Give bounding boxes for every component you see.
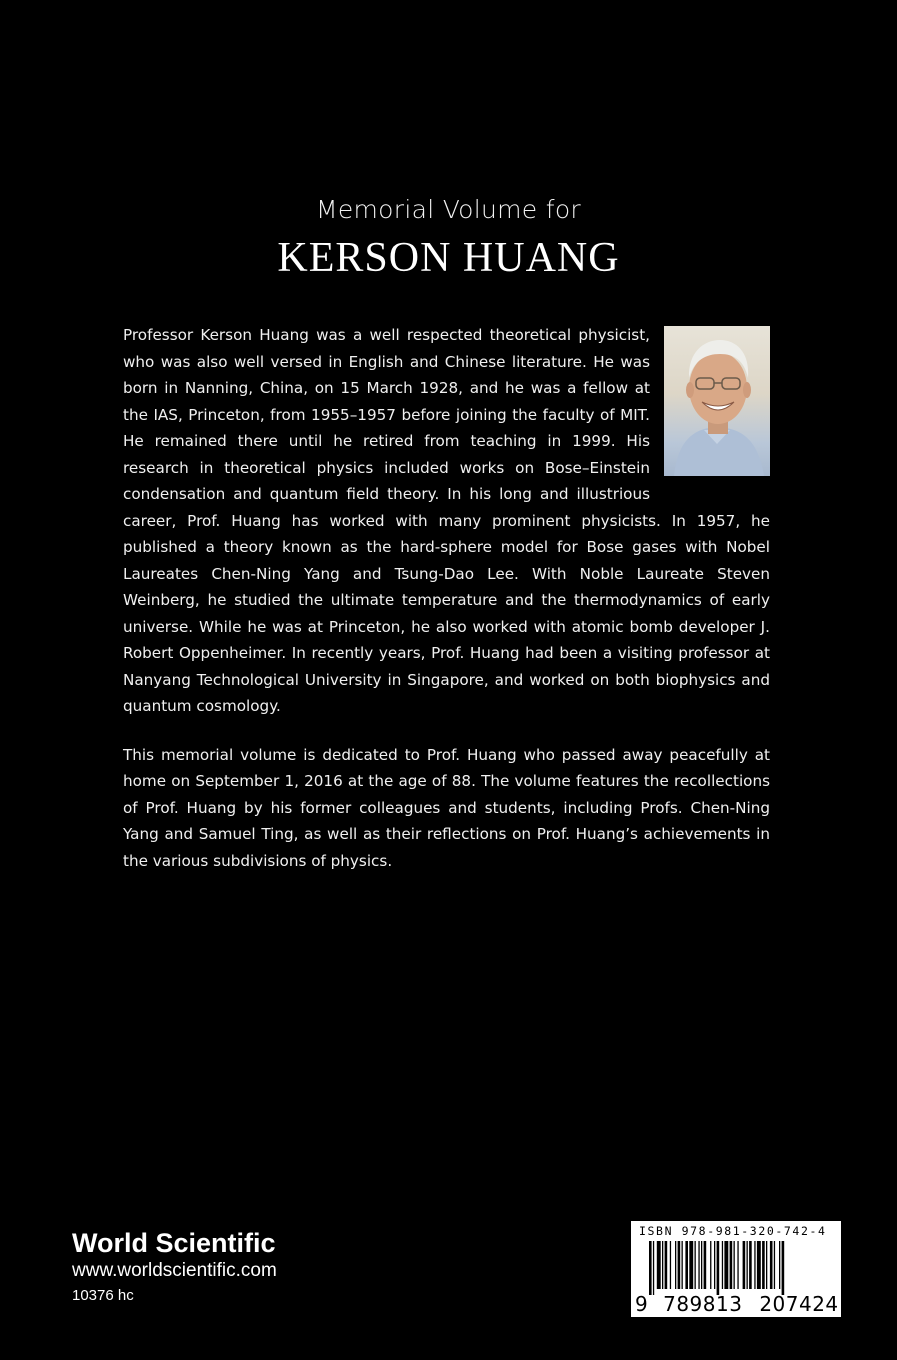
barcode-bar xyxy=(762,1241,765,1289)
barcode-bar xyxy=(704,1241,707,1289)
author-photo xyxy=(664,326,770,476)
barcode-bar xyxy=(754,1241,755,1289)
ean-left-group: 789813 xyxy=(663,1292,743,1316)
author-portrait-icon xyxy=(664,326,770,476)
barcode-bar xyxy=(774,1241,775,1289)
title-block xyxy=(0,192,897,284)
barcode-bars xyxy=(649,1241,835,1295)
publisher-code: 10376 hc xyxy=(72,1287,134,1304)
barcode-bar xyxy=(695,1241,696,1289)
publisher-name: World Scientific xyxy=(72,1228,276,1258)
barcode-bar xyxy=(649,1241,652,1295)
barcode-bar xyxy=(714,1241,715,1289)
barcode-bar xyxy=(710,1241,711,1289)
barcode xyxy=(631,1221,841,1317)
barcode-bar xyxy=(757,1241,761,1289)
barcode-bar xyxy=(722,1241,723,1289)
blurb-paragraph-1: Professor Kerson Huang was a well respected theoretical physicist, who was also well versed in English and Chinese literature. He was born in Nanning, China, on 15 March 1928, and he was a fellow at the IAS, Princeton, from 1955–1957 before joining the faculty of MIT. He remained there until he retired from teaching in 1999. His research in theoretical physics included works on Bose–Einstein condensation and quantum field theory. In his long and illustrious career, Prof. Huang has worked with many prominent physicists. In 1957, he published a theory known as the hard-sphere model for Bose gases with Nobel Laureates Chen-Ning Yang and Tsung-Dao Lee. With Noble Laureate Steven Weinberg, he studied the ultimate temperature and the thermodynamics of early universe. While he was at Princeton, he also worked with atomic bomb developer J. Robert Oppenheimer. In recently years, Prof. Huang had been a visiting professor at Nanyang Technological University in Singapore, and worked on both biophysics and quantum cosmology. xyxy=(123,326,770,715)
barcode-bar xyxy=(749,1241,752,1289)
barcode-bar xyxy=(657,1241,661,1289)
ean-digits xyxy=(635,1292,839,1316)
barcode-bar xyxy=(743,1241,746,1289)
barcode-bar xyxy=(730,1241,733,1289)
barcode-bar xyxy=(770,1241,773,1289)
barcode-bar xyxy=(678,1241,681,1289)
blurb-paragraph-2: This memorial volume is dedicated to Prof. Huang who passed away peacefully at home on September 1, 2016 at the age of 88. The volume features the recollections of Prof. Huang by his former colleagues and students, including Profs. Chen-Ning Yang and Samuel Ting, as well as their reflections on Prof. Huang’s achievements in the various subdivisions of physics. xyxy=(123,745,770,870)
publisher-block xyxy=(72,1227,277,1307)
barcode-bar xyxy=(717,1241,720,1295)
barcode-bar xyxy=(685,1241,688,1289)
barcode-bar xyxy=(779,1241,780,1289)
barcode-bar xyxy=(782,1241,785,1295)
barcode-bar xyxy=(682,1241,683,1289)
barcode-bar xyxy=(675,1241,676,1289)
barcode-bar xyxy=(689,1241,693,1289)
barcode-bar xyxy=(766,1241,767,1289)
barcode-bar xyxy=(724,1241,728,1289)
barcode-bar xyxy=(701,1241,702,1289)
publisher-url: www.worldscientific.com xyxy=(72,1260,277,1281)
cover-title: KERSON HUANG xyxy=(277,235,620,281)
cover-subtitle: Memorial Volume for xyxy=(315,195,582,224)
barcode-bar xyxy=(662,1241,663,1289)
barcode-bar xyxy=(747,1241,748,1289)
ean-first-digit: 9 xyxy=(635,1292,649,1316)
barcode-bar xyxy=(670,1241,671,1289)
barcode-bar xyxy=(737,1241,738,1289)
ean-right-group: 207424 xyxy=(759,1292,839,1316)
barcode-bar xyxy=(698,1241,699,1289)
isbn-label: ISBN 978-981-320-742-4 xyxy=(639,1224,827,1238)
barcode-bar xyxy=(734,1241,735,1289)
blurb xyxy=(123,322,770,896)
barcode-bar xyxy=(653,1241,654,1295)
barcode-bar xyxy=(665,1241,668,1289)
